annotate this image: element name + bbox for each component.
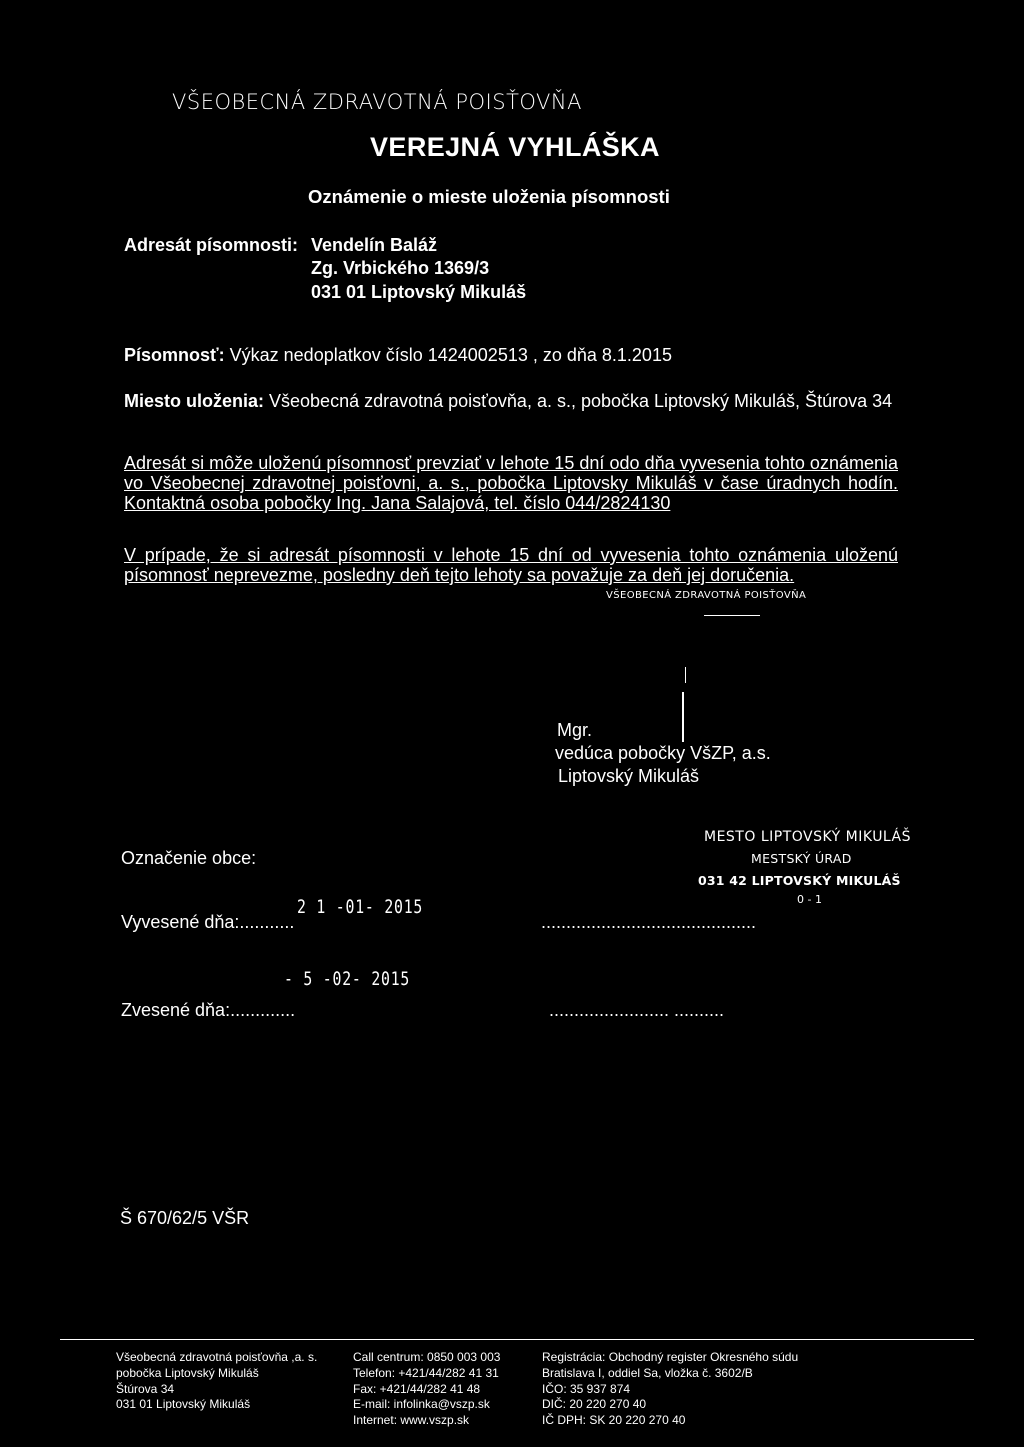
document-subtitle: Oznámenie o mieste uloženia písomnosti bbox=[308, 186, 670, 207]
office-stamp-line-2: MESTSKÝ ÚRAD bbox=[751, 851, 852, 866]
addressee-street: Zg. Vrbického 1369/3 bbox=[311, 258, 490, 278]
organization-header: VŠEOBECNÁ ZDRAVOTNÁ POISŤOVŇA bbox=[172, 90, 582, 114]
municipality-label: Označenie obce: bbox=[121, 848, 257, 868]
footer-line: Fax: +421/44/282 41 48 bbox=[353, 1381, 481, 1396]
addressee-name: Vendelín Baláž bbox=[311, 235, 438, 255]
posted-date-label: Vyvesené dňa:........... bbox=[121, 912, 295, 932]
posted-date-stamp: 2 1 -01- 2015 bbox=[297, 896, 424, 918]
footer-line: Telefon: +421/44/282 41 31 bbox=[353, 1365, 499, 1380]
office-stamp-line-1: MESTO LIPTOVSKÝ MIKULÁŠ bbox=[704, 829, 912, 845]
notice-paragraph: V prípade, že si adresát písomnosti v lehote 15 dní od vyvesenia tohto oznámenia uloženú písomnosť neprevezme, posledny deň tejto lehoty sa považuje za deň jej doručenia. bbox=[124, 545, 898, 585]
footer-line: Call centrum: 0850 003 003 bbox=[353, 1350, 501, 1364]
addressee-city: 031 01 Liptovský Mikuláš bbox=[311, 282, 527, 302]
removed-date-label: Zvesené dňa:............. bbox=[121, 1000, 296, 1020]
vszp-stamp: VŠEOBECNÁ ZDRAVOTNÁ POISŤOVŇA bbox=[606, 590, 807, 601]
footer-column-contact bbox=[353, 1350, 500, 1429]
addressee-label: Adresát písomnosti: bbox=[124, 235, 299, 255]
storage-location bbox=[124, 390, 898, 413]
pickup-paragraph: Adresát si môže uloženú písomnosť prevziať v lehote 15 dní odo dňa vyvesenia tohto oznámenia vo Všeobecnej zdravotnej poisťovni, a. s., pobočka Liptovsky Mikuláš v čase úradnych hodín. Kontaktná osoba pobočky Ing. Jana Salajová, tel. číslo 044/2824130 bbox=[124, 453, 898, 513]
footer-divider bbox=[60, 1339, 974, 1340]
footer-line: IČO: 35 937 874 bbox=[542, 1381, 631, 1396]
reference-number: Š 670/62/5 VŠR bbox=[120, 1208, 250, 1228]
footer-line: E-mail: infolinka@vszp.sk bbox=[353, 1397, 490, 1412]
posted-signature-line: ........................................... bbox=[541, 912, 757, 932]
storage-label: Miesto uloženia: bbox=[124, 391, 265, 411]
footer-line: pobočka Liptovský Mikuláš bbox=[116, 1365, 259, 1380]
footer-line: Registrácia: Obchodný register Okresného súdu bbox=[542, 1350, 799, 1364]
signatory-branch: Liptovský Mikuláš bbox=[558, 766, 700, 786]
storage-text: Všeobecná zdravotná poisťovňa, a. s., pobočka Liptovský Mikuláš, Štúrova 34 bbox=[264, 391, 893, 411]
footer-line: IČ DPH: SK 20 220 270 40 bbox=[542, 1413, 686, 1428]
stamp-underline bbox=[704, 615, 760, 616]
removed-signature-line: ........................ .......... bbox=[549, 1000, 725, 1020]
document-line bbox=[124, 345, 672, 366]
footer-line: Internet: www.vszp.sk bbox=[353, 1413, 470, 1428]
footer-column-address bbox=[116, 1350, 317, 1413]
signature-mark bbox=[682, 692, 684, 742]
office-stamp-line-4: 0 - 1 bbox=[797, 893, 822, 906]
removed-date-stamp: - 5 -02- 2015 bbox=[284, 968, 411, 990]
document-title: VEREJNÁ VYHLÁŠKA bbox=[370, 132, 660, 162]
footer-line: Štúrova 34 bbox=[116, 1381, 175, 1396]
footer-line: DIČ: 20 220 270 40 bbox=[542, 1397, 647, 1412]
footer-line: 031 01 Liptovský Mikuláš bbox=[116, 1397, 251, 1412]
signature-mark bbox=[685, 667, 686, 683]
footer-column-registration bbox=[542, 1350, 798, 1429]
footer-line: Všeobecná zdravotná poisťovňa ,a. s. bbox=[116, 1350, 318, 1364]
document-text: Výkaz nedoplatkov číslo 1424002513 , zo dňa 8.1.2015 bbox=[224, 345, 672, 365]
footer-line: Bratislava I, oddiel Sa, vložka č. 3602/B bbox=[542, 1365, 753, 1380]
signatory-role: vedúca pobočky VšZP, a.s. bbox=[555, 743, 771, 763]
signatory-title: Mgr. bbox=[557, 720, 593, 740]
document-label: Písomnosť: bbox=[124, 345, 225, 365]
office-stamp-line-3: 031 42 LIPTOVSKÝ MIKULÁŠ bbox=[698, 873, 901, 888]
